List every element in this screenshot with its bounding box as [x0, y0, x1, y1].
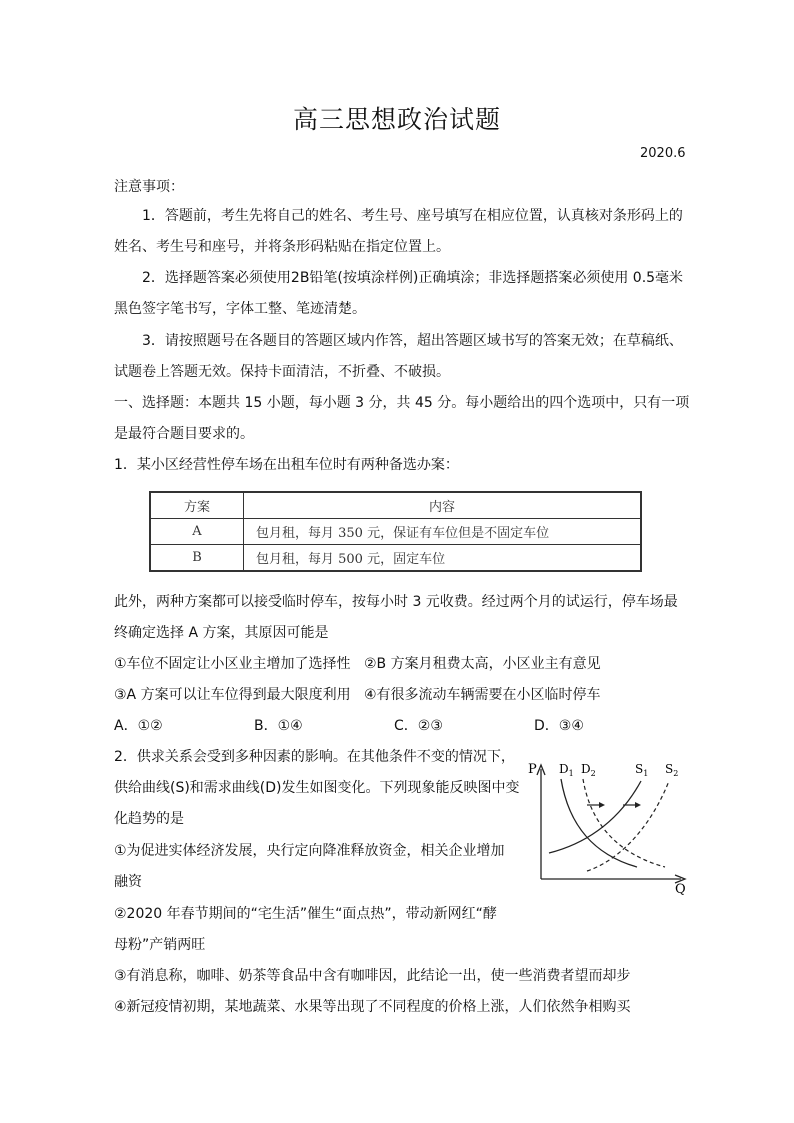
label-s2: $S_2$ — [665, 762, 679, 778]
label-d1: $D_1$ — [559, 762, 574, 778]
demand-curve-d1 — [561, 779, 637, 867]
plan-table — [149, 491, 642, 572]
statement-3: ③A 方案可以让车位得到最大限度利用 — [114, 687, 351, 703]
question-2-line-1: 2．供求关系会受到多种因素的影响。在其他条件不变的情况下， — [114, 749, 515, 765]
q2-statement-3: ③有消息称，咖啡、奶茶等食品中含有咖啡因，此结论一出，使一些消费者望而却步 — [114, 968, 631, 984]
q2-statement-2-line-1: ②2020 年春节期间的“宅生活”催生“面点热”，带动新网红“酵 — [114, 906, 497, 922]
option-c: C．②③ — [394, 718, 443, 734]
table-cell-content: 包月租，每月 350 元，保证有车位但是不固定车位 — [244, 519, 642, 545]
statement-1: ①车位不固定让小区业主增加了选择性 — [114, 656, 351, 672]
q2-statement-2-line-2: 母粉”产销两旺 — [114, 937, 206, 953]
table-header-plan: 方案 — [150, 492, 244, 519]
note-1-line-2: 姓名、考生号和座号，并将条形码粘贴在指定位置上。 — [114, 239, 450, 255]
supply-shift-arrowhead — [635, 802, 641, 808]
supply-curve-s1 — [549, 781, 641, 853]
table-cell-plan: B — [150, 545, 244, 572]
note-2-line-2: 黑色签字笔书写，字体工整、笔迹清楚。 — [114, 301, 366, 317]
question-2-line-3: 化趋势的是 — [114, 811, 184, 827]
axis-label-q: Q — [675, 882, 686, 895]
question-1-stem: 1．某小区经营性停车场在出租车位时有两种备选办案： — [114, 457, 459, 473]
demand-curve-d2 — [583, 779, 665, 867]
option-d: D．③④ — [534, 718, 584, 734]
note-1-line-1: 1．答题前，考生先将自己的姓名、考生号、座号填写在相应位置，认真核对条形码上的 — [142, 208, 683, 224]
note-2-line-1: 2．选择题答案必须使用2B铅笔(按填涂样例)正确填涂；非选择题搭案必须使用 0.5毫米 — [142, 270, 684, 286]
table-header-content: 内容 — [244, 492, 642, 519]
q2-statement-4: ④新冠疫情初期，某地蔬菜、水果等出现了不同程度的价格上涨，人们依然争相购买 — [114, 999, 631, 1015]
note-3-line-1: 3．请按照题号在各题目的答题区域内作答，超出答题区域书写的答案无效；在草稿纸、 — [142, 333, 683, 349]
table-cell-plan: A — [150, 519, 244, 545]
statement-2: ②B 方案月租费太高，小区业主有意见 — [364, 656, 601, 672]
label-s1: $S_1$ — [635, 762, 649, 778]
option-a: A．①② — [114, 718, 163, 734]
axis-label-p: P — [528, 762, 537, 777]
note-3-line-2: 试题卷上答题无效。保持卡面清洁，不折叠、不破损。 — [114, 364, 450, 380]
table-header-row — [150, 492, 641, 519]
table-row — [150, 545, 641, 572]
demand-shift-arrowhead — [599, 802, 605, 808]
section-1-line-2: 是最符合题目要求的。 — [114, 426, 254, 442]
table-cell-content: 包月租，每月 500 元，固定车位 — [244, 545, 642, 572]
exam-date: 2020.6 — [640, 146, 686, 161]
notes-heading: 注意事项： — [114, 179, 184, 195]
page-title: 高三思想政治试题 — [292, 105, 501, 134]
table-row — [150, 519, 641, 545]
question-1-after-line-1: 此外，两种方案都可以接受临时停车，按每小时 3 元收费。经过两个月的试运行，停车场最 — [114, 594, 678, 610]
supply-curve-s2 — [587, 781, 669, 871]
section-1-line-1: 一、选择题：本题共 15 小题，每小题 3 分，共 45 分。每小题给出的四个选项中，只有一项 — [114, 395, 690, 411]
question-2-line-2: 供给曲线(S)和需求曲线(D)发生如图变化。下列现象能反映图中变 — [114, 780, 520, 796]
q2-statement-1-line-1: ①为促进实体经济发展，央行定向降准释放资金，相关企业增加 — [114, 843, 505, 859]
q2-statement-1-line-2: 融资 — [114, 874, 142, 890]
question-1-after-line-2: 终确定选择 A 方案，其原因可能是 — [114, 625, 329, 641]
statement-4: ④有很多流动车辆需要在小区临时停车 — [364, 687, 601, 703]
option-b: B．①④ — [254, 718, 303, 734]
supply-demand-chart — [525, 755, 695, 895]
label-d2: $D_2$ — [581, 762, 596, 778]
